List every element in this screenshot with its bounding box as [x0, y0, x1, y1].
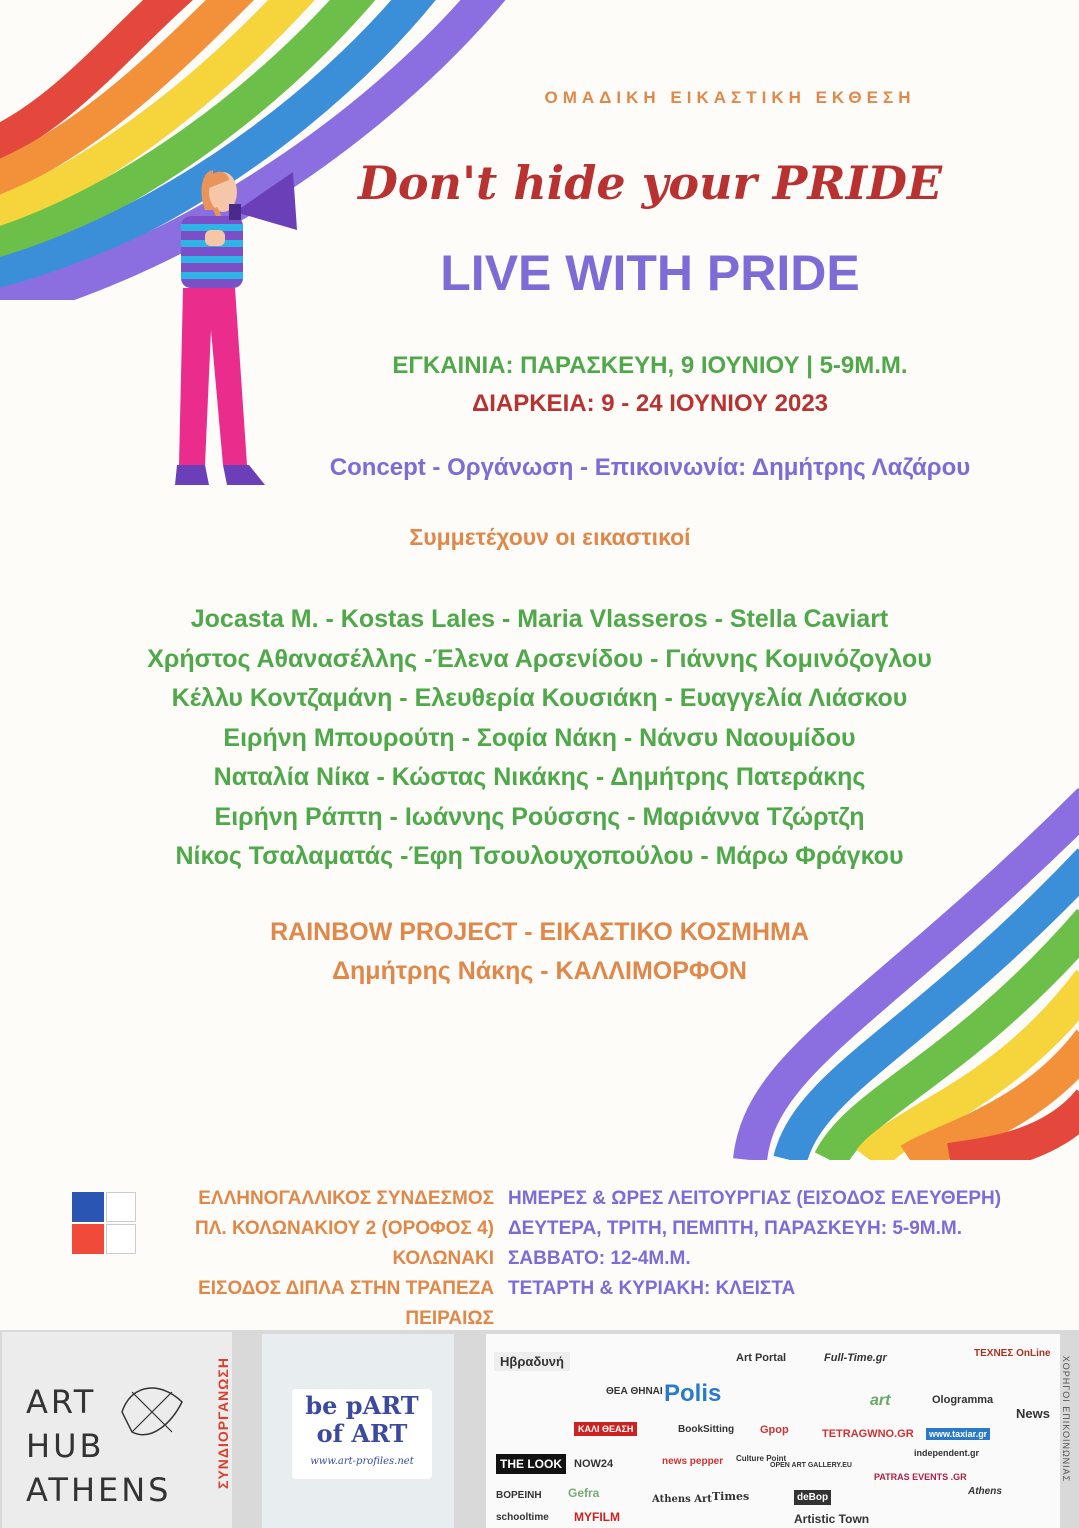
woman-megaphone-illustration [165, 160, 305, 490]
sponsor-logo: news pepper [662, 1456, 724, 1467]
artist-line: Ειρήνη Ράπτη - Ιωάννης Ρούσσης - Μαριάννα Τζώρτζη [214, 802, 865, 831]
sponsor-logo: ΤΕΧΝΕΣ OnLine [974, 1348, 1051, 1359]
venue-line: ΕΛΛΗΝΟΓΑΛΛΙΚΟΣ ΣΥΝΔΕΣΜΟΣ [198, 1188, 494, 1209]
opening-hours [508, 1184, 1068, 1304]
sponsor-logo: Athens [968, 1486, 1002, 1497]
coorganization-text: ΣΥΝΔΙΟΡΓΑΝΩΣΗ [215, 1357, 231, 1489]
sponsor-logo: Athens Art [652, 1494, 712, 1505]
sponsor-logo: art [870, 1392, 891, 1409]
venue-info [110, 1184, 494, 1334]
hand-icon [112, 1372, 192, 1452]
sponsor-logo: Culture Point [736, 1454, 787, 1463]
artist-line: Jocasta M. - Kostas Lales - Maria Vlasseros - Stella Caviart [190, 605, 889, 633]
sponsor-logo: NOW24 [574, 1458, 614, 1470]
artist-line: Ναταλία Νίκα - Κώστας Νικάκης - Δημήτρης Πατεράκης [213, 763, 866, 791]
sponsor-logo: Ologramma [932, 1394, 994, 1406]
hours-line: ΗΜΕΡΕΣ & ΩΡΕΣ ΛΕΙΤΟΥΡΓΙΑΣ (ΕΙΣΟΔΟΣ ΕΛΕΥΘΕΡΗ) [508, 1188, 1002, 1209]
sponsor-logo: Times [712, 1490, 750, 1503]
sponsor-logo: Full-Time.gr [824, 1352, 887, 1364]
sponsor-logo: independent.gr [914, 1448, 979, 1458]
artist-line: Νίκος Τσαλαματάς -Έφη Τσουλουχοπούλου - Μάρω Φράγκου [175, 842, 904, 870]
hours-line: ΤΕΤΑΡΤΗ & ΚΥΡΙΑΚΗ: ΚΛΕΙΣΤΑ [508, 1278, 796, 1299]
sponsor-logo: Artistic Town [794, 1512, 870, 1526]
coorganization-label [208, 1340, 238, 1520]
artist-line: Κέλλυ Κοντζαμάνη - Ελευθερία Κουσιάκη - Ευαγγελία Λιάσκου [171, 684, 908, 712]
sponsor-logo: Art Portal [736, 1352, 787, 1364]
script-title: Don't hide your PRIDE [357, 156, 943, 210]
media-sponsors-panel [486, 1334, 1071, 1528]
sponsor-logo: Ηβραδυνή [494, 1352, 570, 1371]
bepart-url: www.art-profiles.net [310, 1456, 414, 1467]
sponsor-logo: PATRAS EVENTS .GR [874, 1472, 967, 1482]
artist-line: Ειρήνη Μπουρούτη - Σοφία Νάκη - Νάνσυ Ναουμίδου [223, 723, 856, 752]
sponsor-logo: ΚΑΛΙ ΘΕΑΣΗ [574, 1422, 637, 1436]
duration-info: ΔΙΑΡΚΕΙΑ: 9 - 24 ΙΟΥΝΙΟΥ 2023 [471, 390, 829, 417]
sponsor-logo: Gefra [568, 1486, 600, 1500]
arthub-line: ART [26, 1383, 97, 1421]
sponsor-logo: schooltime [496, 1512, 549, 1523]
arthub-line: ATHENS [26, 1471, 172, 1509]
main-title: LIVE WITH PRIDE [440, 245, 860, 301]
venue-line: ΕΙΣΟΔΟΣ ΔΙΠΛΑ ΣΤΗΝ ΤΡΑΠΕΖΑ ΠΕΙΡΑΙΩΣ [198, 1278, 494, 1329]
jewelry-artist: Δημήτρης Νάκης - ΚΑΛΛΙΜΟΡΦΟΝ [332, 957, 747, 985]
concept-credit: Concept - Οργάνωση - Επικοινωνία: Δημήτρης Λαζάρου [329, 454, 971, 481]
art-hub-athens-logo [2, 1332, 232, 1528]
participants-heading: Συμμετέχουν οι εικαστικοί [409, 524, 691, 550]
exhibition-type: ΟΜΑΔΙΚΗ ΕΙΚΑΣΤΙΚΗ ΕΚΘΕΣΗ [544, 88, 916, 107]
sponsor-logo: MYFILM [574, 1510, 620, 1524]
sponsor-logo: Gpop [760, 1424, 789, 1436]
be-part-of-art-logo [262, 1334, 454, 1528]
sponsor-logo: ΘΕΑ ΘΗΝΑΙ [606, 1386, 663, 1397]
sponsor-logo: www.taxiar.gr [926, 1428, 990, 1440]
arthub-line: HUB [26, 1427, 105, 1465]
sponsor-logo: TETRAGWNO.GR [822, 1428, 914, 1440]
opening-info: ΕΓΚΑΙΝΙΑ: ΠΑΡΑΣΚΕΥΗ, 9 ΙΟΥΝΙΟΥ | 5-9Μ.Μ. [392, 352, 908, 379]
sponsor-logo: OPEN ART GALLERY.EU [770, 1462, 852, 1469]
hours-line: ΣΑΒΒΑΤΟ: 12-4Μ.Μ. [508, 1248, 691, 1269]
sponsor-logo: ΒΟΡΕΙΝΗ [496, 1490, 542, 1501]
sponsor-logo: Polis [664, 1380, 722, 1407]
artist-line: Χρήστος Αθανασέλλης -Έλενα Αρσενίδου - Γιάννης Κομινόζογλου [147, 644, 932, 673]
sponsor-logo: News [1016, 1406, 1050, 1421]
sponsor-logo: deBop [794, 1490, 831, 1505]
hours-line: ΔΕΥΤΕΡΑ, ΤΡΙΤΗ, ΠΕΜΠΤΗ, ΠΑΡΑΣΚΕΥΗ: 5-9Μ.Μ. [508, 1218, 962, 1239]
bepart-line: be pART [305, 1391, 419, 1420]
venue-line: ΚΟΛΩΝΑΚΙ [392, 1248, 494, 1269]
rainbow-project-title: RAINBOW PROJECT - ΕΙΚΑΣΤΙΚΟ ΚΟΣΜΗΜΑ [270, 918, 809, 946]
sponsor-logo: THE LOOK [496, 1454, 566, 1474]
sponsor-logo: BookSitting [678, 1424, 735, 1435]
media-sponsors-label: ΧΟΡΗΓΟΙ ΕΠΙΚΟΙΝΩΝΙΑΣ [1061, 1355, 1071, 1483]
venue-line: ΠΛ. ΚΟΛΩΝΑΚΙΟΥ 2 (ΟΡΟΦΟΣ 4) [195, 1218, 494, 1239]
bepart-line: of ART [316, 1419, 408, 1448]
artist-list [0, 600, 1079, 877]
